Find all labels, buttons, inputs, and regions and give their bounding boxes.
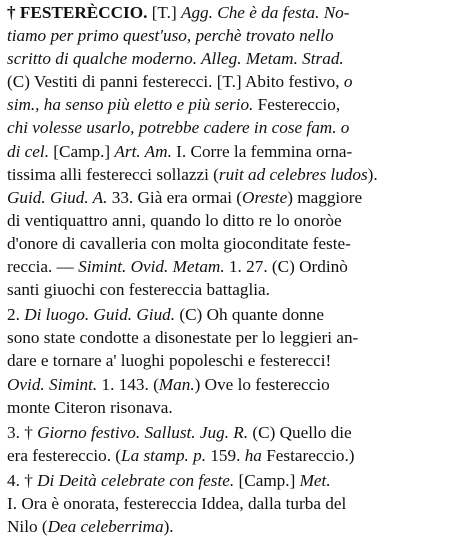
entry-line — [7, 444, 468, 467]
text-segment: Festareccio.) — [261, 445, 355, 465]
italic-segment: Guid. Giud. A. — [7, 187, 108, 207]
entry-line — [7, 469, 468, 492]
entry-line — [7, 140, 468, 163]
text-segment: ) Ove lo festereccio — [194, 374, 330, 394]
italic-segment: o — [343, 72, 353, 92]
dictionary-entry — [7, 1, 468, 538]
text-segment: ). — [367, 164, 378, 184]
text-segment: di ventiquattro anni, quando lo ditto re lo onoròe — [7, 210, 342, 230]
text-segment: era festereccio. ( — [7, 445, 122, 465]
text-segment: I. Ora è onorata, festereccia Iddea, dalla turba del — [7, 493, 347, 513]
entry-line — [7, 421, 468, 444]
italic-segment: Ovid. Simint. — [7, 374, 98, 394]
entry-line — [7, 209, 468, 232]
italic-segment: Man. — [158, 374, 195, 394]
text-segment: 33. Già era ormai ( — [107, 187, 243, 207]
italic-segment: Di luogo. Guid. Giud. — [24, 305, 176, 325]
entry-line — [7, 24, 468, 47]
text-segment: monte Citeron risonava. — [7, 397, 173, 417]
text-segment: 1. 27. (C) Ordinò — [224, 257, 348, 277]
text-segment: (C) Oh quante donne — [175, 305, 324, 325]
text-segment: (C) Quello die — [248, 422, 352, 442]
text-segment: I. Corre la femmina orna- — [171, 141, 353, 161]
italic-segment: scritto di qualche moderno. Alleg. Metam. Strad. — [7, 49, 344, 69]
text-segment: [T.] — [147, 3, 181, 22]
text-segment: 1. 143. ( — [97, 374, 159, 394]
italic-segment: Giorno festivo. Sallust. Jug. R. — [37, 422, 249, 442]
entry-line — [7, 492, 468, 515]
italic-segment: di cel. — [7, 141, 49, 161]
text-segment: tissima alli festerecci sollazzi ( — [7, 164, 219, 184]
italic-segment: Di Deità celebrate con feste. — [37, 470, 235, 490]
text-segment: Festereccio, — [253, 95, 341, 115]
entry-line — [7, 255, 468, 278]
text-segment: 4. † — [7, 470, 38, 490]
italic-segment: La stamp. p. — [121, 445, 207, 465]
italic-segment: Dea celeberrima — [47, 517, 164, 537]
entry-line — [7, 93, 468, 116]
italic-segment: ha — [244, 445, 262, 465]
entry-line — [7, 278, 468, 301]
entry-line — [7, 232, 468, 255]
text-segment: 159. — [206, 445, 245, 465]
text-segment: santi giuochi con festereccia battaglia. — [7, 280, 270, 300]
italic-segment: sim., ha senso più eletto e più serio. — [7, 95, 254, 115]
entry-line — [7, 326, 468, 349]
text-segment: dare e tornare a' luoghi popoleschi e festerecci! — [7, 351, 332, 371]
text-segment: ). — [163, 517, 174, 537]
italic-segment: Agg. Che è da festa. No- — [180, 3, 350, 22]
text-segment: Nilo ( — [7, 517, 48, 537]
text-segment: sono state condotte a disonestate per lo leggieri an- — [7, 328, 359, 348]
italic-segment: Met. — [299, 470, 331, 490]
entry-line — [7, 116, 468, 139]
text-segment: d'onore di cavalleria con molta gioconditate feste- — [7, 233, 351, 253]
italic-segment: Art. Am. — [114, 141, 172, 161]
italic-segment: tiamo per primo quest'uso, perchè trovato nello — [7, 26, 334, 46]
text-segment: [Camp.] — [49, 141, 115, 161]
entry-line — [7, 373, 468, 396]
text-segment: ) maggiore — [287, 187, 363, 207]
text-segment: 2. — [7, 305, 25, 325]
text-segment: [Camp.] — [234, 470, 300, 490]
text-segment: (C) Vestiti di panni festerecci. [T.] Abito festivo, — [7, 72, 344, 92]
italic-segment: ruit ad celebres ludos — [218, 164, 368, 184]
entry-line — [7, 47, 468, 70]
entry-line — [7, 515, 468, 538]
text-segment: 3. † — [7, 422, 38, 442]
headword: † FESTERÈCCIO. — [7, 3, 148, 22]
entry-line — [7, 396, 468, 419]
entry-line — [7, 303, 468, 326]
italic-segment: chi volesse usarlo, potrebbe cadere in cose fam. o — [7, 118, 350, 138]
entry-line — [7, 163, 468, 186]
italic-segment: Oreste — [242, 187, 288, 207]
dictionary-entry-page — [0, 1, 475, 537]
entry-line — [7, 70, 468, 93]
entry-line — [7, 186, 468, 209]
text-segment: reccia. — — [7, 257, 79, 277]
entry-line — [7, 349, 468, 372]
italic-segment: Simint. Ovid. Metam. — [78, 257, 225, 277]
entry-headline — [7, 1, 468, 24]
